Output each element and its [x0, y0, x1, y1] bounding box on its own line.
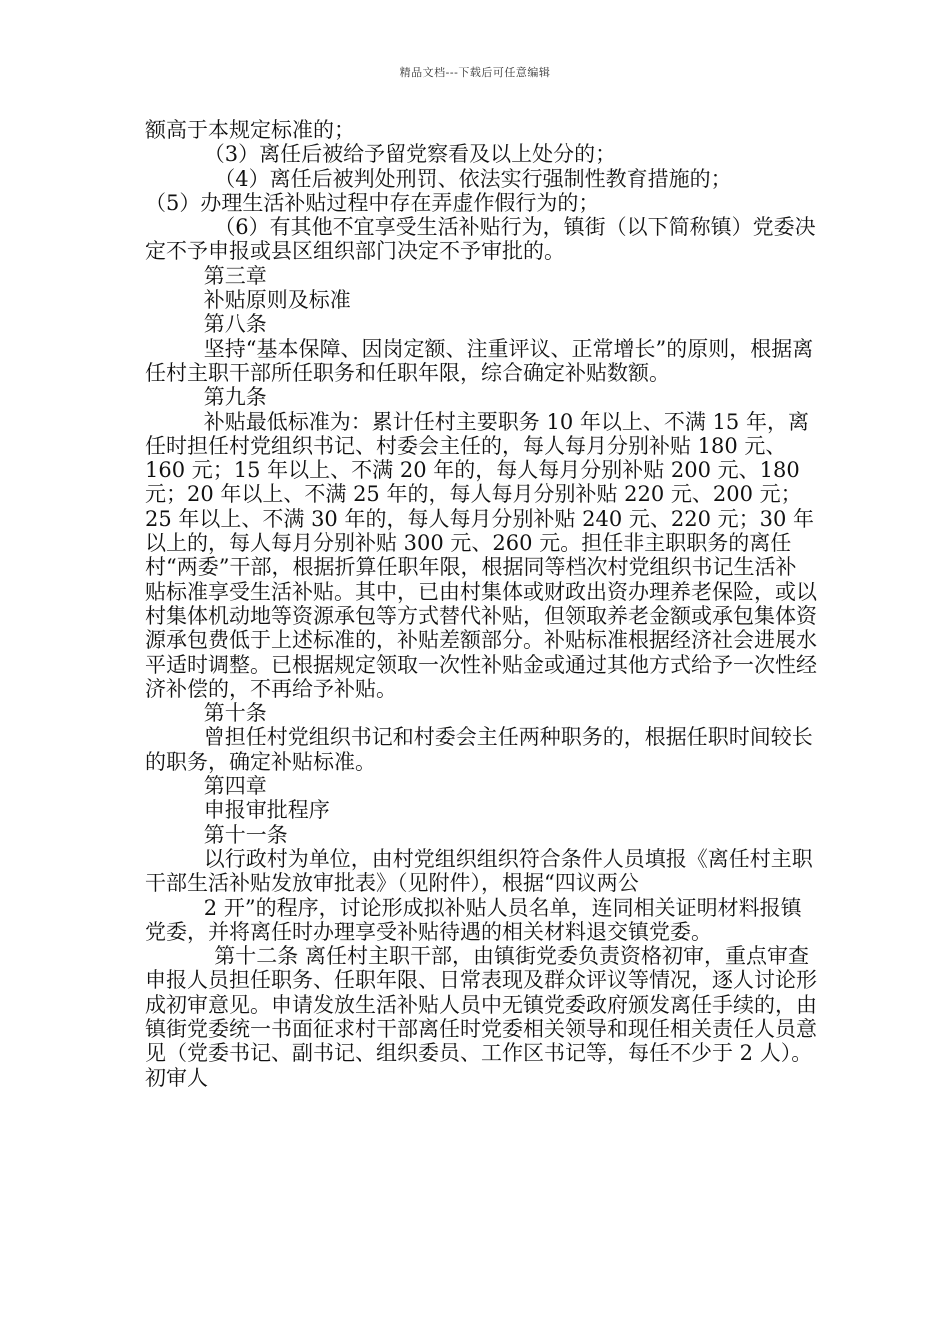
paragraph: 2 开”的程序，讨论形成拟补贴人员名单，连同相关证明材料报镇党委，并将离任时办理享受补贴待遇的相关材料退交镇党委。 — [145, 895, 802, 944]
paragraph: 补贴最低标准为：累计任村主要职务 10 年以上、不满 15 年，离任时担任村党组织书记、村委会主任的，每人每月分别补贴 180 元、160 元；15 年以上、不满 20 年的，每人每月分别补贴 200 元、180 元；20 年以上、不满 25 年的，每人每月分别补贴 220 元、200 元；25 年以上、不满 30 年的，每人每月分别补贴 240 元、220 元；30 年以上的，每人每月分别补贴 300 元、260 元。担任非主职职务的离任村“两委”干部，根据折算任职年限，根据同等档次村党组织书记生活补贴标准享受生活补贴。其中，已由村集体或财政出资办理养老保险，或以村集体机动地等资源承包等方式替代补贴，但领取养老金额或承包集体资源承包费低于上述标准的，补贴差额部分。补贴标准根据经济社会进展水平适时调整。已根据规定领取一次性补贴金或通过其他方式给予一次性经济补偿的，不再给予补贴。 — [145, 409, 817, 701]
paragraph: （3）离任后被给予留党察看及以上处分的； — [203, 142, 617, 167]
chapter-heading: 第四章 — [203, 774, 267, 799]
paragraph: 以行政村为单位，由村党组织组织符合条件人员填报《离任村主职干部生活补贴发放审批表》（见附件），根据“四议两公 — [145, 846, 813, 896]
paragraph: 曾担任村党组织书记和村委会主任两种职务的，根据任职时间较长的职务，确定补贴标准。 — [145, 725, 813, 774]
article-heading: 第九条 — [203, 385, 267, 410]
paragraph: 第十二条 离任村主职干部，由镇街党委负责资格初审，重点审查申报人员担任职务、任职年限、日常表现及群众评议等情况，逐人讨论形成初审意见。申请发放生活补贴人员中无镇党委政府颁发离任手续的，由镇街党委统一书面征求村干部离任时党委相关领导和现任相关责任人员意见（党委书记、副书记、组织委员、工作区书记等，每任不少于 2 人）。初审人 — [145, 944, 817, 1090]
article-heading: 第十条 — [203, 701, 267, 726]
paragraph: 额高于本规定标准的； — [145, 118, 355, 142]
paragraph: 坚持“基本保障、因岗定额、注重评议、正常增长”的原则，根据离任村主职干部所任职务和任职年限，综合确定补贴数额。 — [145, 336, 814, 385]
chapter-title: 补贴原则及标准 — [203, 288, 351, 313]
page-header: 精品文档---下载后可任意编辑 — [399, 66, 551, 79]
article-heading: 第八条 — [203, 312, 267, 337]
paragraph: （6）有其他不宜享受生活补贴行为，镇街（以下简称镇）党委决定不予申报或县区组织部门决定不予审批的。 — [145, 215, 816, 264]
article-heading: 第十一条 — [203, 822, 288, 847]
chapter-title: 申报审批程序 — [203, 798, 330, 823]
document-body — [145, 118, 817, 1090]
chapter-heading: 第三章 — [203, 263, 267, 288]
paragraph: （5）办理生活补贴过程中存在弄虚作假行为的； — [145, 190, 600, 215]
paragraph: （4）离任后被判处刑罚、依法实行强制性教育措施的； — [214, 166, 732, 191]
